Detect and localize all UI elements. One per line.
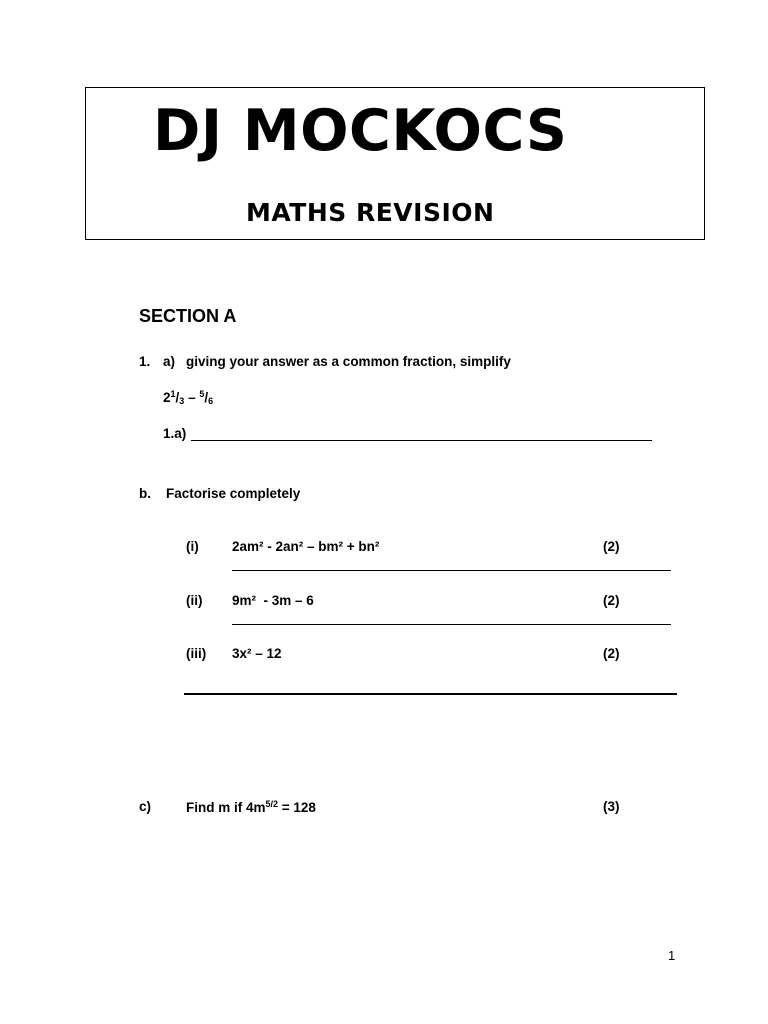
expr-minus: –	[188, 390, 196, 405]
item-marks: (2)	[603, 593, 620, 608]
expr-whole: 2	[163, 390, 171, 405]
question-1b-label: b.	[139, 486, 151, 501]
question-1c-marks: (3)	[603, 799, 620, 814]
answer-line[interactable]	[232, 624, 671, 625]
section-heading: SECTION A	[139, 306, 237, 326]
answer-line-thick[interactable]	[184, 693, 677, 695]
expr-den1: 3	[179, 396, 185, 406]
document-title: DJ MOCKOCS	[153, 98, 568, 164]
item-label: (ii)	[186, 593, 203, 608]
expr-num2: 5	[199, 389, 205, 399]
answer-1a-label: 1.a)	[163, 426, 187, 441]
item-marks: (2)	[603, 646, 620, 661]
expr-den2: 6	[208, 396, 214, 406]
item-label: (i)	[186, 539, 199, 554]
document-subtitle: MATHS REVISION	[246, 198, 495, 227]
question-1a-expression: $2^1/_3 - ^5/_6$	[163, 389, 214, 406]
question-1c-exponent: 5/2	[265, 799, 279, 809]
question-1c-text	[186, 799, 316, 815]
answer-line[interactable]	[232, 570, 671, 571]
question-1a-label: a)	[163, 354, 176, 369]
page-number: 1	[668, 948, 676, 963]
question-1b-text: Factorise completely	[166, 486, 301, 501]
question-number: 1.	[139, 354, 151, 369]
question-1a-text: giving your answer as a common fraction, simplify	[186, 354, 511, 369]
item-label: (iii)	[186, 646, 207, 661]
item-expression: 2am² - 2an² – bm² + bn²	[232, 539, 380, 554]
item-expression: 9m² - 3m – 6	[232, 593, 314, 608]
question-1c-text-after: = 128	[278, 800, 316, 815]
answer-1a-line[interactable]	[191, 440, 652, 441]
item-expression: 3x² – 12	[232, 646, 282, 661]
question-1c-label: c)	[139, 799, 152, 814]
expr-num1: 1	[170, 389, 176, 399]
item-marks: (2)	[603, 539, 620, 554]
question-1c-text-before: Find m if 4m	[186, 800, 266, 815]
